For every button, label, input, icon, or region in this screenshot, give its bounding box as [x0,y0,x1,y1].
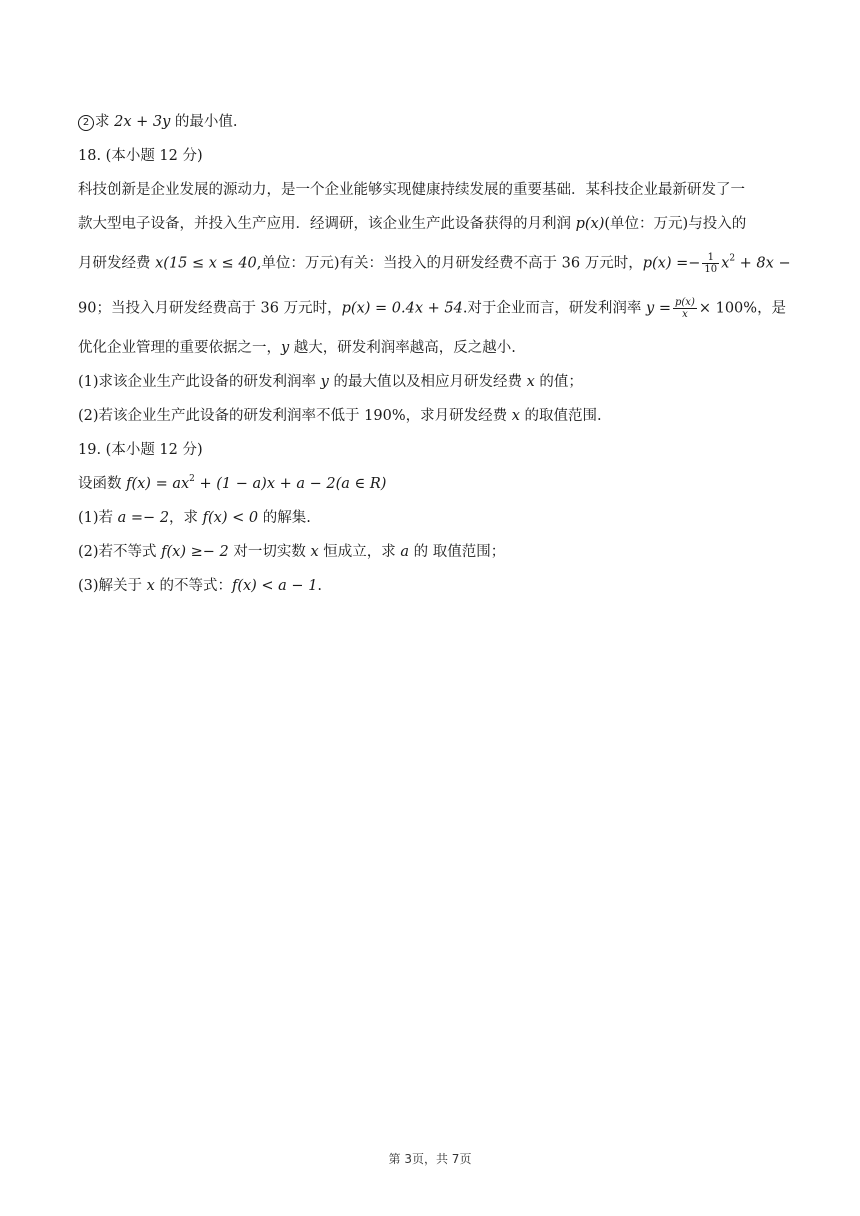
math: x [721,255,730,272]
q19-line-1 [78,474,386,494]
math: x [526,374,535,390]
math: × 100% [698,300,758,317]
text: 的解集. [258,510,311,526]
text: (2)若该企业生产此设备的研发利润率不低于 190%，求月研发经费 [78,408,512,424]
text: ；当投入月研发经费高于 36 万元时， [96,300,342,317]
superscript: 2 [189,474,195,484]
fraction-denominator: 10 [704,264,718,275]
math: f(x) < 0 [202,510,259,526]
text: 越大，研发利润率越高，反之越小. [289,340,516,356]
text: 款大型电子设备，并投入生产应用．经调研，该企业生产此设备获得的月利润 [78,216,576,232]
text: 的 取值范围； [409,544,506,560]
math: + (1 − a)x + a − 2(a ∈ R) [194,476,387,492]
text: (3)解关于 [78,578,147,594]
math: x [146,578,155,594]
text: 设函数 [78,476,127,492]
q18-part2 [78,406,602,426]
text: ，求 [169,510,203,526]
text: (单位：万元)与投入的 [604,216,747,232]
math: y [320,374,329,390]
math: a =− 2 [117,510,170,526]
math: + 8x − [735,255,791,272]
math: y = [646,300,671,317]
q18-line-3 [78,252,791,275]
text: (2)若不等式 [78,544,162,560]
fraction [673,297,697,320]
text: 恒成立，求 [318,544,401,560]
math: p(x) [575,216,605,232]
math: 90 [78,300,97,317]
math: f(x) ≥− 2 [161,544,229,560]
math: x [511,408,520,424]
q19-part3 [78,576,322,596]
math: 2x + 3y [114,114,171,130]
text: (1)若 [78,510,118,526]
text: .对于企业而言，研发利润率 [462,300,647,317]
text: 的值； [534,374,583,390]
math: f(x) = ax [126,476,190,492]
q18-line-4 [78,297,786,320]
text: 的最小值. [170,114,238,130]
text: 的取值范围. [519,408,602,424]
q17-part2 [78,112,238,132]
q18-header: 18. (本小题 12 分) [78,148,203,164]
text: 优化企业管理的重要依据之一， [78,340,281,356]
text: 月研发经费 [78,255,156,272]
text: 的不等式： [154,578,232,594]
page-number-footer: 第 3页，共 7页 [388,1152,472,1166]
circled-number: 2 [78,115,94,131]
text: 对一切实数 [228,544,311,560]
math: x [310,544,319,560]
q18-part1 [78,372,583,392]
math: (15 ≤ x ≤ 40 [163,255,257,272]
text: . [317,578,323,594]
math: p(x) = 0.4x + 54 [341,300,463,317]
q18-line-1: 科技创新是企业发展的源动力，是一个企业能够实现健康持续发展的重要基础．某科技企业最新研发了一 [78,182,745,198]
fraction-numerator: 1 [702,252,719,264]
text: ,单位：万元)有关：当投入的月研发经费不高于 36 万元时， [256,255,643,272]
text: (1)求该企业生产此设备的研发利润率 [78,374,321,390]
math: y [281,340,290,356]
superscript: 2 [729,253,736,264]
math: x [155,255,164,272]
q19-part1 [78,508,311,528]
text: ，是 [757,300,787,317]
math: p(x) =− [642,255,701,272]
fraction-denominator: x [682,309,688,320]
text: 求 [95,114,115,130]
q19-part2 [78,542,505,562]
q19-header: 19. (本小题 12 分) [78,442,203,458]
fraction-numerator: p(x) [675,297,695,308]
math: f(x) < a − 1 [231,578,318,594]
q18-line-5 [78,338,516,358]
text: 的最大值以及相应月研发经费 [328,374,527,390]
fraction [702,252,719,275]
q18-line-2 [78,214,746,234]
math: a [400,544,410,560]
